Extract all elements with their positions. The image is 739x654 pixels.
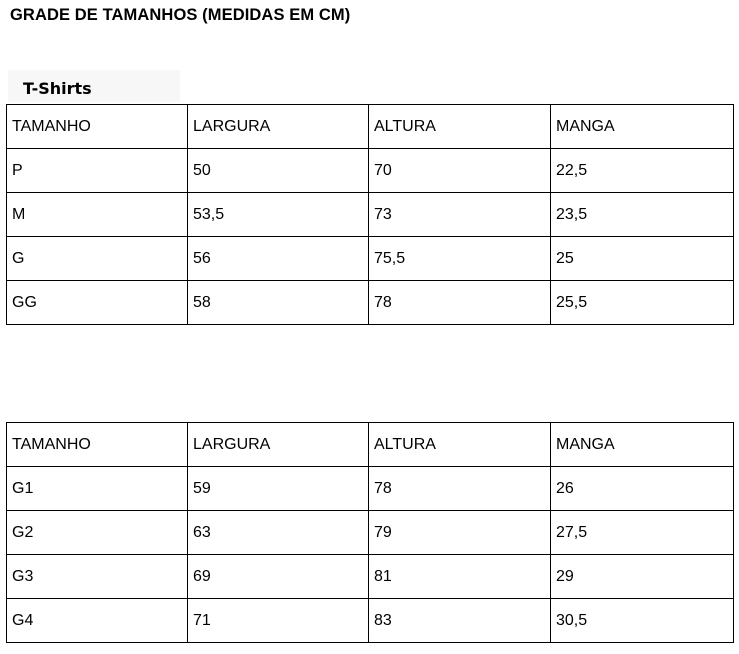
- table-row: [7, 281, 734, 325]
- cell-altura: 78: [369, 281, 551, 325]
- cell-largura: 56: [188, 237, 369, 281]
- cell-altura: 70: [369, 149, 551, 193]
- table-row: [7, 149, 734, 193]
- section-label: [8, 70, 180, 102]
- cell-altura: 83: [369, 599, 551, 643]
- header-cell-manga: MANGA: [551, 423, 734, 467]
- cell-tamanho: G1: [7, 467, 188, 511]
- cell-largura: 59: [188, 467, 369, 511]
- table-row: [7, 599, 734, 643]
- cell-manga: 26: [551, 467, 734, 511]
- cell-largura: 63: [188, 511, 369, 555]
- cell-tamanho: P: [7, 149, 188, 193]
- cell-tamanho: G: [7, 237, 188, 281]
- section-label-text: T-Shirts: [23, 79, 92, 98]
- cell-tamanho: GG: [7, 281, 188, 325]
- cell-tamanho: M: [7, 193, 188, 237]
- cell-tamanho: G4: [7, 599, 188, 643]
- page-title: GRADE DE TAMANHOS (MEDIDAS EM CM): [10, 6, 351, 24]
- header-cell-largura: LARGURA: [188, 105, 369, 149]
- size-table-standard: [6, 104, 734, 325]
- cell-tamanho: G3: [7, 555, 188, 599]
- table-row: [7, 237, 734, 281]
- cell-largura: 71: [188, 599, 369, 643]
- table-row: [7, 511, 734, 555]
- header-cell-tamanho: TAMANHO: [7, 105, 188, 149]
- table-header-row: [7, 423, 734, 467]
- header-cell-tamanho: TAMANHO: [7, 423, 188, 467]
- cell-manga: 25: [551, 237, 734, 281]
- header-cell-largura: LARGURA: [188, 423, 369, 467]
- cell-manga: 29: [551, 555, 734, 599]
- cell-manga: 27,5: [551, 511, 734, 555]
- cell-manga: 22,5: [551, 149, 734, 193]
- size-table-plus: [6, 422, 734, 643]
- table-header-row: [7, 105, 734, 149]
- cell-altura: 75,5: [369, 237, 551, 281]
- cell-altura: 78: [369, 467, 551, 511]
- cell-altura: 73: [369, 193, 551, 237]
- cell-largura: 69: [188, 555, 369, 599]
- cell-manga: 30,5: [551, 599, 734, 643]
- header-cell-manga: MANGA: [551, 105, 734, 149]
- cell-largura: 50: [188, 149, 369, 193]
- cell-largura: 53,5: [188, 193, 369, 237]
- cell-tamanho: G2: [7, 511, 188, 555]
- cell-altura: 79: [369, 511, 551, 555]
- table-row: [7, 193, 734, 237]
- cell-largura: 58: [188, 281, 369, 325]
- header-cell-altura: ALTURA: [369, 423, 551, 467]
- table-row: [7, 467, 734, 511]
- cell-manga: 25,5: [551, 281, 734, 325]
- cell-altura: 81: [369, 555, 551, 599]
- header-cell-altura: ALTURA: [369, 105, 551, 149]
- cell-manga: 23,5: [551, 193, 734, 237]
- table-row: [7, 555, 734, 599]
